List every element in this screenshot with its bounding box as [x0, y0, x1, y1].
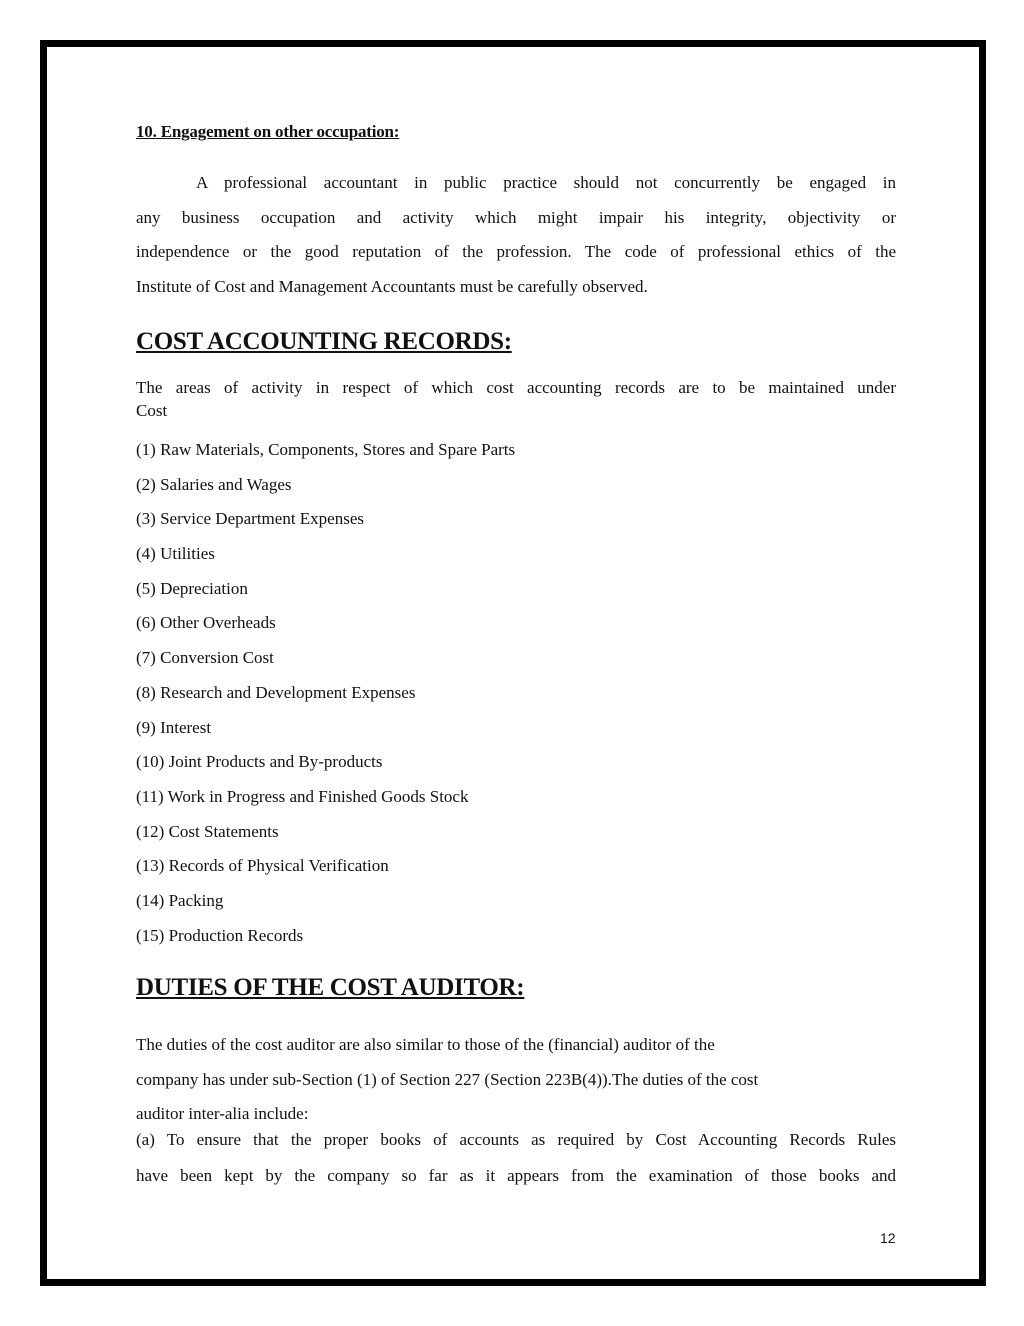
- list-item: (8) Research and Development Expenses: [136, 682, 416, 702]
- section-10-paragraph: [136, 166, 896, 305]
- section-10-heading: 10. Engagement on other occupation:: [136, 122, 400, 141]
- paragraph-line: company has under sub-Section (1) of Section 227 (Section 223B(4)).The duties of the cost: [136, 1069, 759, 1089]
- paragraph-line: auditor inter-alia include:: [136, 1104, 309, 1124]
- paragraph-line: any business occupation and activity which might impair his integrity, objectivity or: [136, 207, 896, 227]
- list-item: (7) Conversion Cost: [136, 648, 274, 668]
- intro-line: Cost: [136, 401, 168, 420]
- list-item: (6) Other Overheads: [136, 613, 276, 633]
- list-item: (3) Service Department Expenses: [136, 509, 364, 529]
- list-item: (14) Packing: [136, 890, 224, 910]
- cost-records-intro: [136, 376, 896, 422]
- cost-records-list: [136, 436, 515, 956]
- duties-paragraph: [136, 1028, 896, 1194]
- paragraph-line: have been kept by the company so far as it appears from the examination of those books and: [136, 1166, 896, 1186]
- list-item: (11) Work in Progress and Finished Goods Stock: [136, 786, 469, 806]
- list-item: (4) Utilities: [136, 544, 215, 564]
- list-item: (12) Cost Statements: [136, 821, 279, 841]
- duties-heading: DUTIES OF THE COST AUDITOR:: [136, 974, 525, 1001]
- list-item: (2) Salaries and Wages: [136, 474, 292, 494]
- paragraph-line: (a) To ensure that the proper books of accounts as required by Cost Accounting Records Rules: [136, 1130, 896, 1150]
- page-number: 12: [880, 1230, 896, 1246]
- paragraph-line: Institute of Cost and Management Accountants must be carefully observed.: [136, 277, 648, 297]
- intro-line: The areas of activity in respect of which cost accounting records are to be maintained under: [136, 378, 896, 397]
- paragraph-line: A professional accountant in public practice should not concurrently be engaged in: [196, 173, 896, 192]
- paragraph-line: The duties of the cost auditor are also similar to those of the (financial) auditor of the: [136, 1035, 715, 1054]
- list-item: (10) Joint Products and By-products: [136, 752, 383, 772]
- list-item: (1) Raw Materials, Components, Stores and Spare Parts: [136, 440, 516, 459]
- list-item: (9) Interest: [136, 717, 212, 737]
- list-item: (13) Records of Physical Verification: [136, 856, 389, 876]
- cost-accounting-records-heading: COST ACCOUNTING RECORDS:: [136, 328, 512, 355]
- list-item: (15) Production Records: [136, 925, 304, 945]
- paragraph-line: independence or the good reputation of the profession. The code of professional ethics of the: [136, 242, 896, 262]
- list-item: (5) Depreciation: [136, 578, 248, 598]
